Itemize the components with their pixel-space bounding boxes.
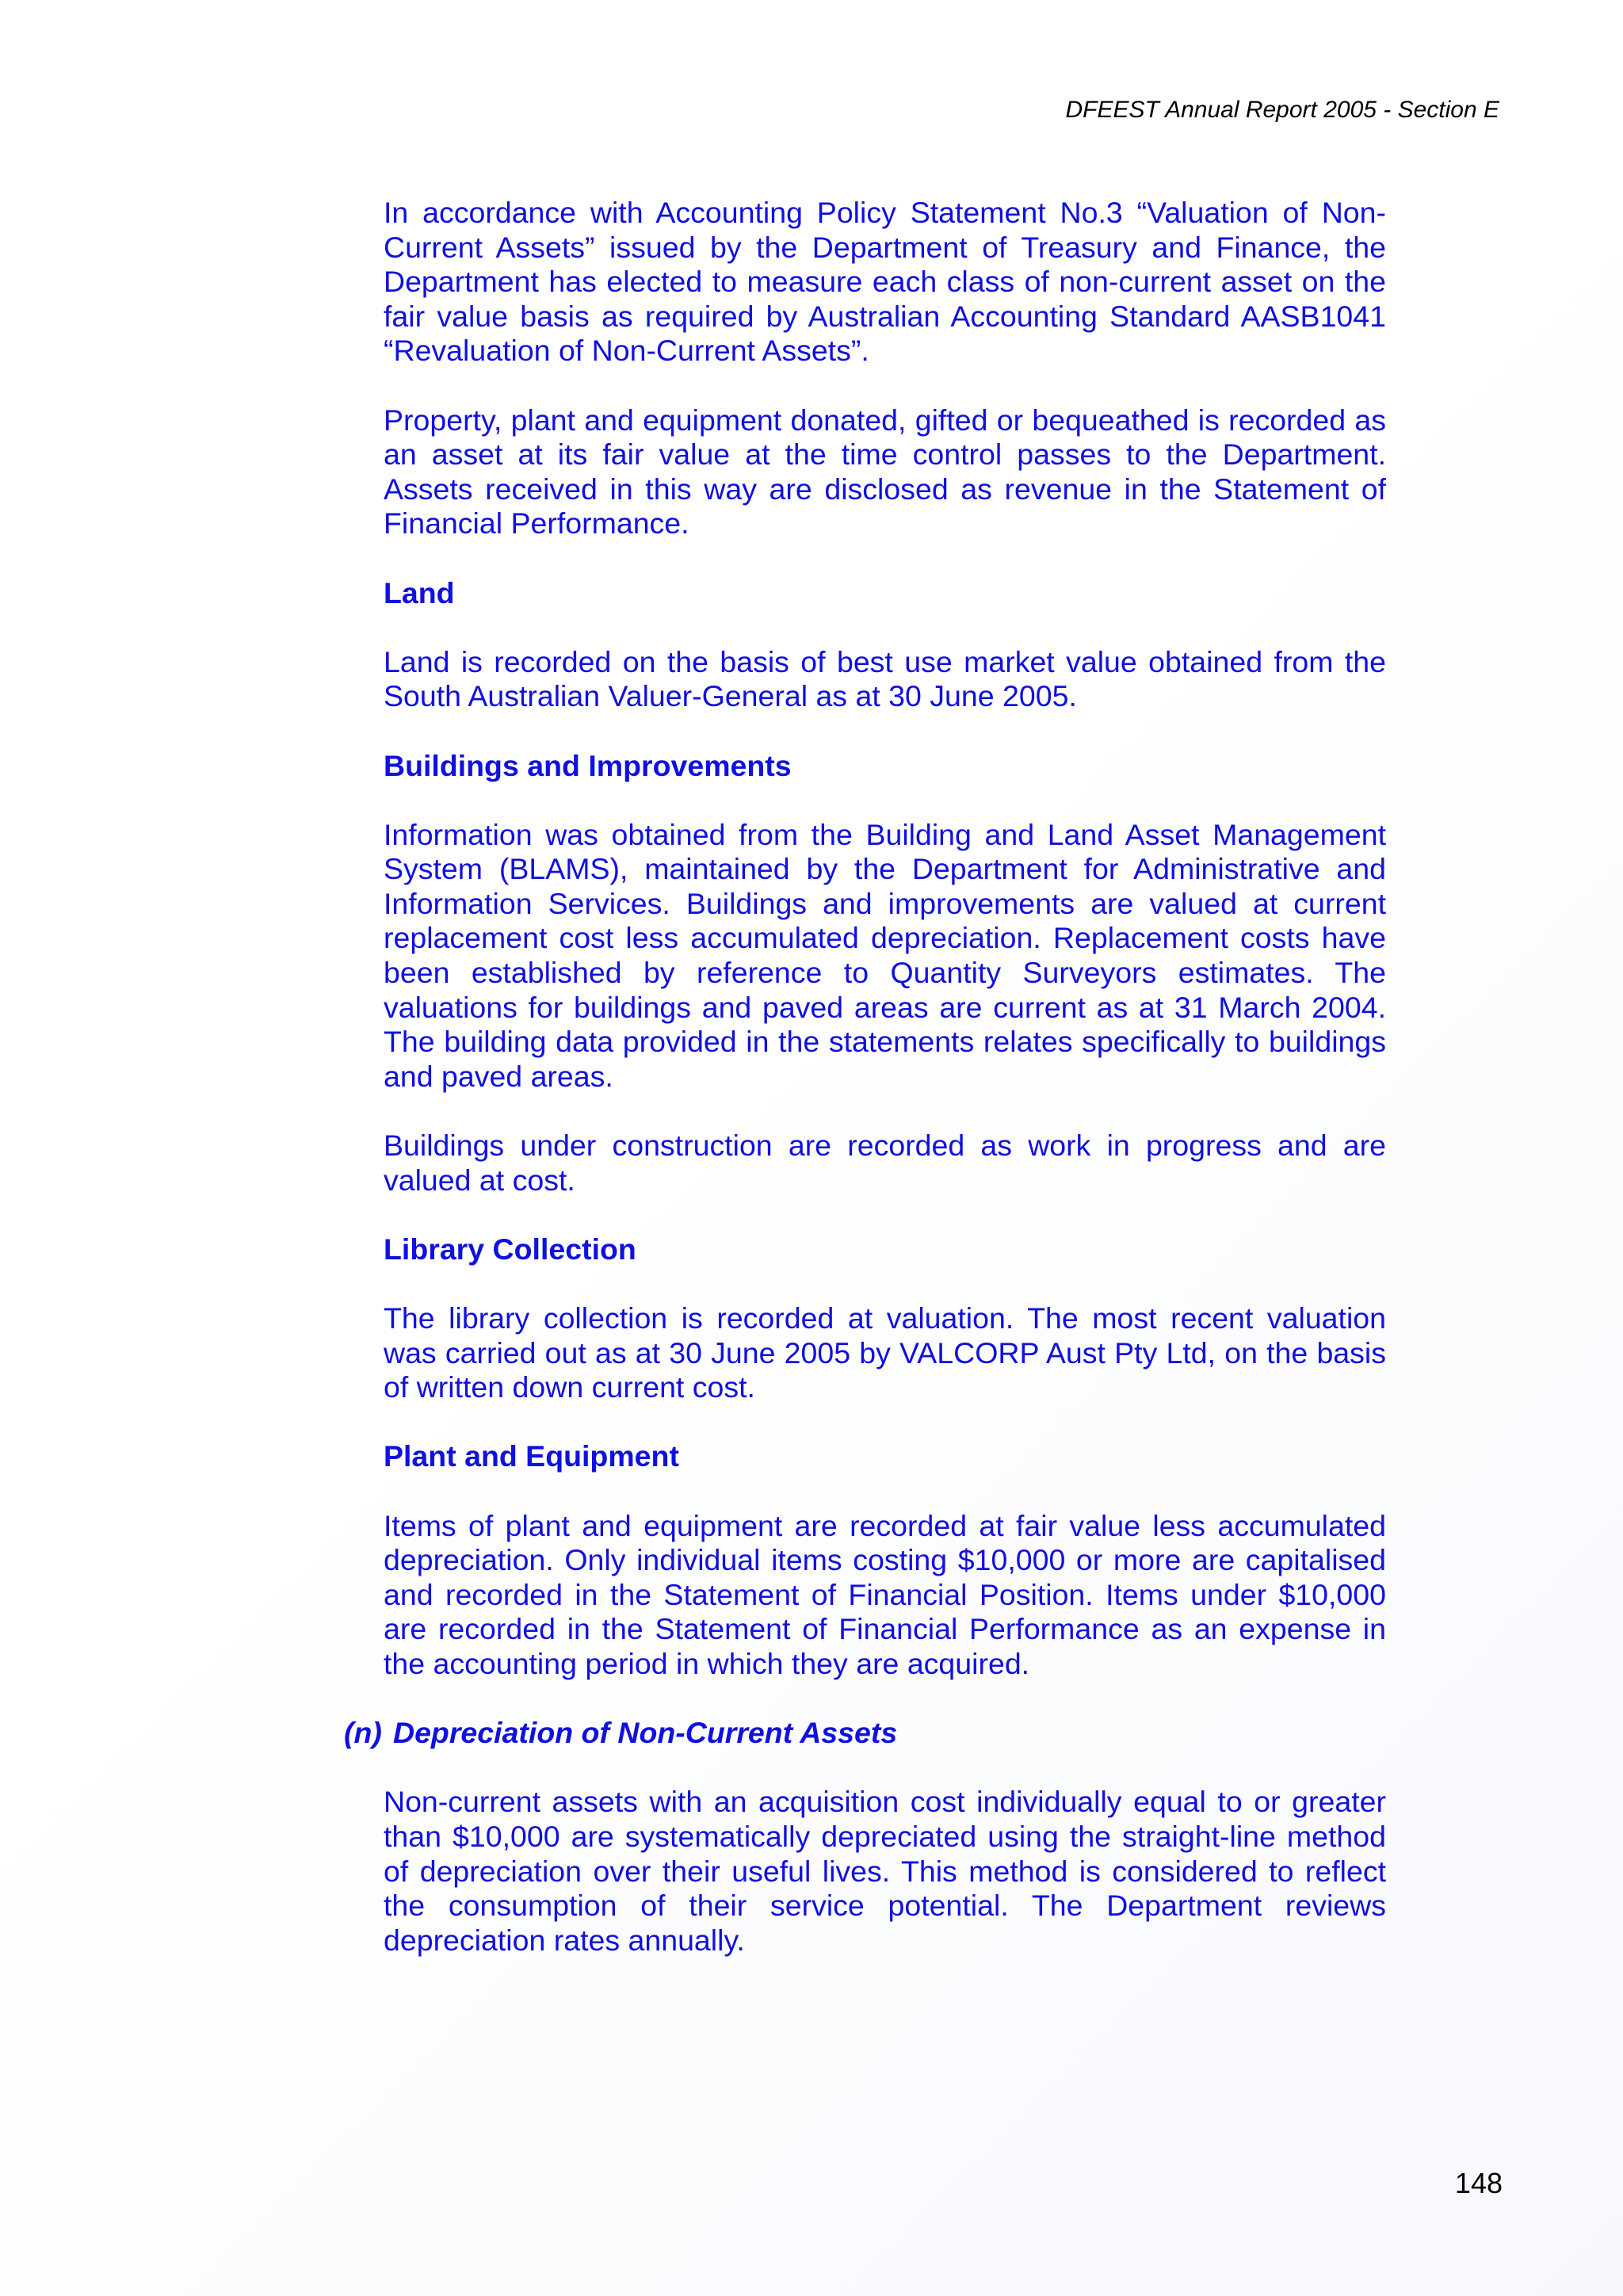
paragraph-valuation-policy: In accordance with Accounting Policy Statement No.3 “Valuation of Non-Current Assets” issued by the Department of Treasury and Finance, the Department has elected to measure each class of non-current asset on the fair value basis as required by Australian Accounting Standard AASB1041 “Revaluation of Non-Current Assets”.	[384, 196, 1386, 368]
paragraph-depreciation: Non-current assets with an acquisition cost individually equal to or greater than $10,000 are systematically depreciated using the straight-line method of depreciation over their useful lives. This method is considered to reflect the consumption of their service potential. The Department reviews depreciation rates annually.	[384, 1785, 1386, 1957]
heading-buildings: Buildings and Improvements	[384, 748, 792, 782]
heading-land: Land	[384, 575, 455, 609]
running-header: DFEEST Annual Report 2005 - Section E	[1065, 97, 1499, 123]
page-content	[344, 196, 1386, 1992]
paragraph-construction: Buildings under construction are recorded as work in progress and are valued at cost.	[384, 1129, 1386, 1197]
paragraph-buildings: Information was obtained from the Building and Land Asset Management System (BLAMS), maintained by the Department for Administrative and Information Services. Buildings and improvements are valued at current replacement cost less accumulated depreciation. Replacement costs have been established by reference to Quantity Surveyors estimates. The valuations for buildings and paved areas are current as at 31 March 2004. The building data provided in the statements relates specifically to buildings and paved areas.	[384, 817, 1386, 1093]
paragraph-library: The library collection is recorded at valuation. The most recent valuation was carried out as at 30 June 2005 by VALCORP Aust Pty Ltd, on the basis of written down current cost.	[384, 1301, 1386, 1404]
section-heading-depreciation	[344, 1716, 1386, 1751]
page-number: 148	[1454, 2167, 1503, 2199]
heading-library: Library Collection	[384, 1232, 636, 1266]
paragraph-donated-assets: Property, plant and equipment donated, gifted or bequeathed is recorded as an asset at its fair value at the time control passes to the Department. Assets received in this way are disclosed as revenue in the Statement of Financial Performance.	[384, 403, 1386, 541]
section-letter: (n)	[344, 1716, 382, 1750]
paragraph-land: Land is recorded on the basis of best use market value obtained from the South Australian Valuer-General as at 30 June 2005.	[384, 644, 1386, 713]
heading-plant-equipment: Plant and Equipment	[384, 1439, 679, 1473]
section-title: Depreciation of Non-Current Assets	[393, 1716, 898, 1750]
paragraph-plant-equipment: Items of plant and equipment are recorded at fair value less accumulated depreciation. Only individual items costing $10,000 or more are capitalised and recorded in the Statement of Financial Position. Items under $10,000 are recorded in the Statement of Financial Performance as an expense in the accounting period in which they are acquired.	[384, 1508, 1386, 1680]
